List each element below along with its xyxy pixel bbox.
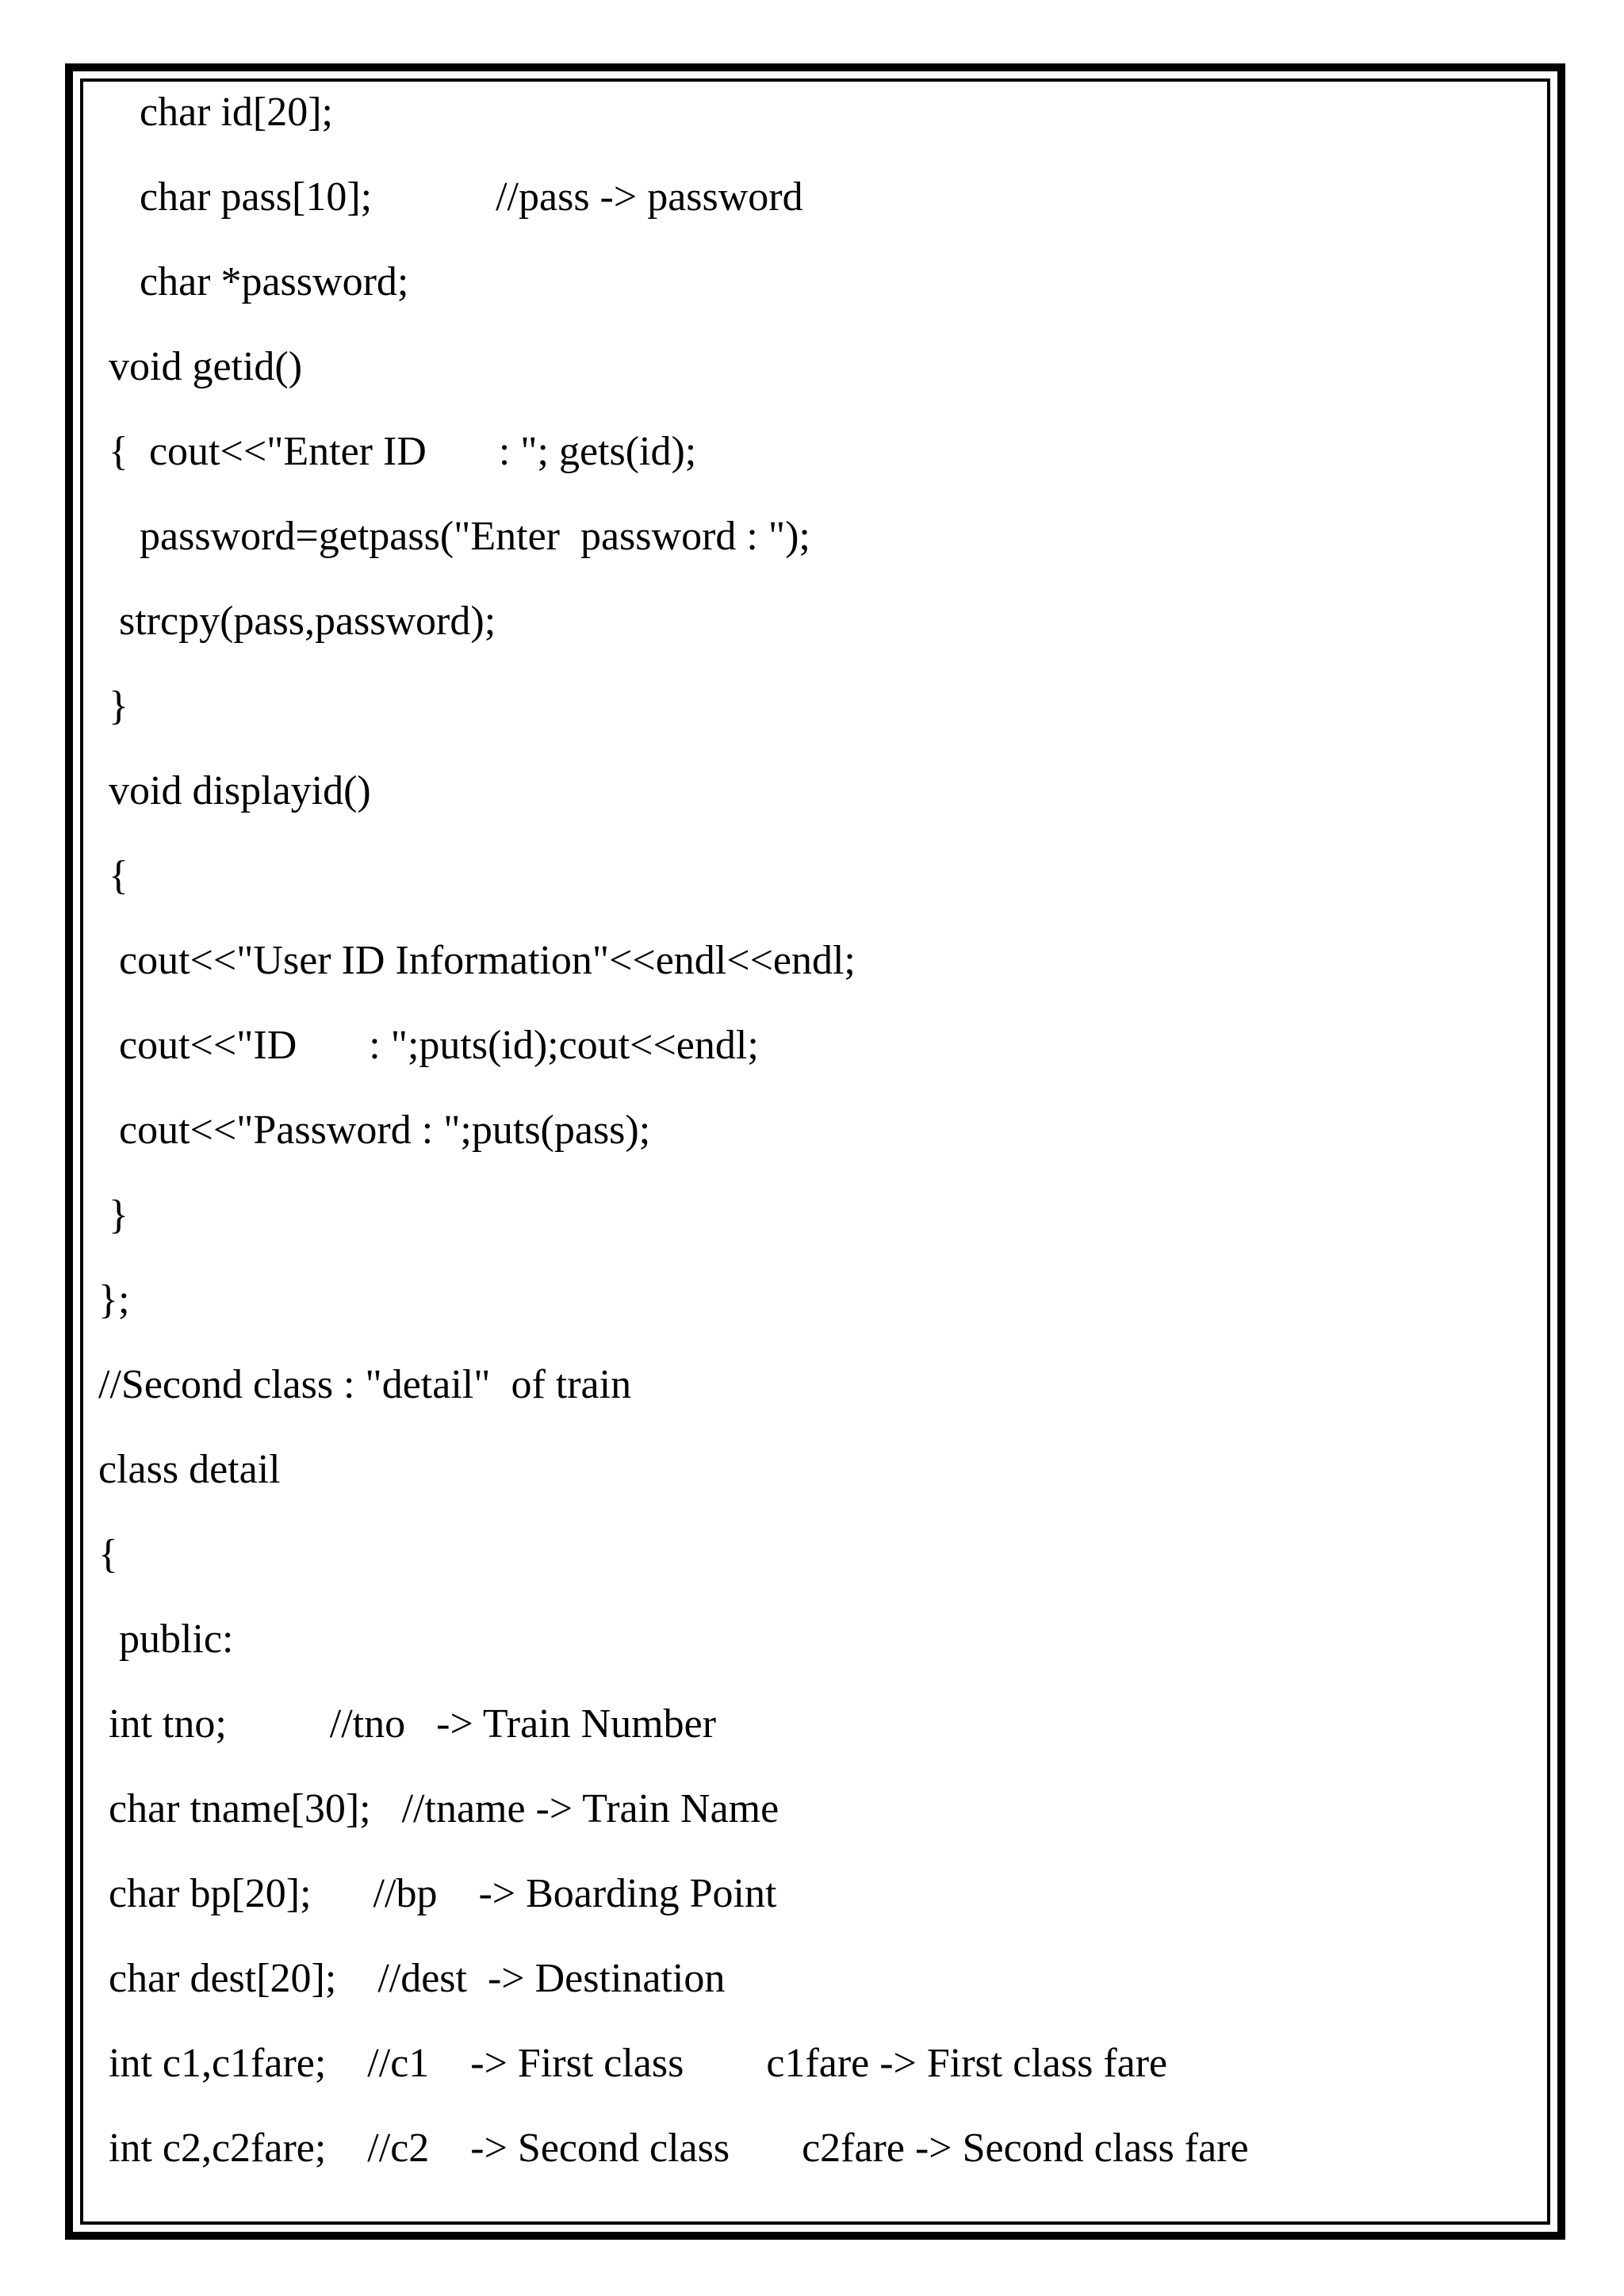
code-line: int tno; //tno -> Train Number [98, 1701, 717, 1747]
code-line: char id[20]; [98, 90, 334, 135]
code-line: }; [98, 1277, 130, 1322]
code-line: class detail [98, 1447, 281, 1492]
code-line: cout<<"ID : ";puts(id);cout<<endl; [98, 1023, 759, 1068]
code-line: cout<<"Password : ";puts(pass); [98, 1108, 651, 1153]
code-line: //Second class : "detail" of train [98, 1362, 632, 1407]
code-line: public: [98, 1617, 234, 1662]
code-line: int c2,c2fare; //c2 -> Second class c2fare -> Second class fare [98, 2126, 1249, 2171]
code-line: { cout<<"Enter ID : "; gets(id); [98, 429, 697, 474]
code-line: password=getpass("Enter password : "); [98, 514, 810, 559]
code-line: int c1,c1fare; //c1 -> First class c1fare -> First class fare [98, 2041, 1168, 2086]
code-line: char dest[20]; //dest -> Destination [98, 1956, 726, 2001]
code-line: char *password; [98, 259, 409, 304]
code-line: void displayid() [98, 768, 371, 813]
code-line: char tname[30]; //tname -> Train Name [98, 1786, 779, 1831]
code-line: void getid() [98, 344, 303, 389]
code-line: strcpy(pass,password); [98, 599, 496, 644]
code-line: } [98, 1192, 128, 1238]
code-line: } [98, 683, 128, 729]
code-line: { [98, 1532, 118, 1577]
code-line: { [98, 853, 128, 898]
code-line: cout<<"User ID Information"<<endl<<endl; [98, 938, 856, 983]
code-line: char pass[10]; //pass -> password [98, 174, 803, 220]
code-line: char bp[20]; //bp -> Boarding Point [98, 1871, 777, 1916]
